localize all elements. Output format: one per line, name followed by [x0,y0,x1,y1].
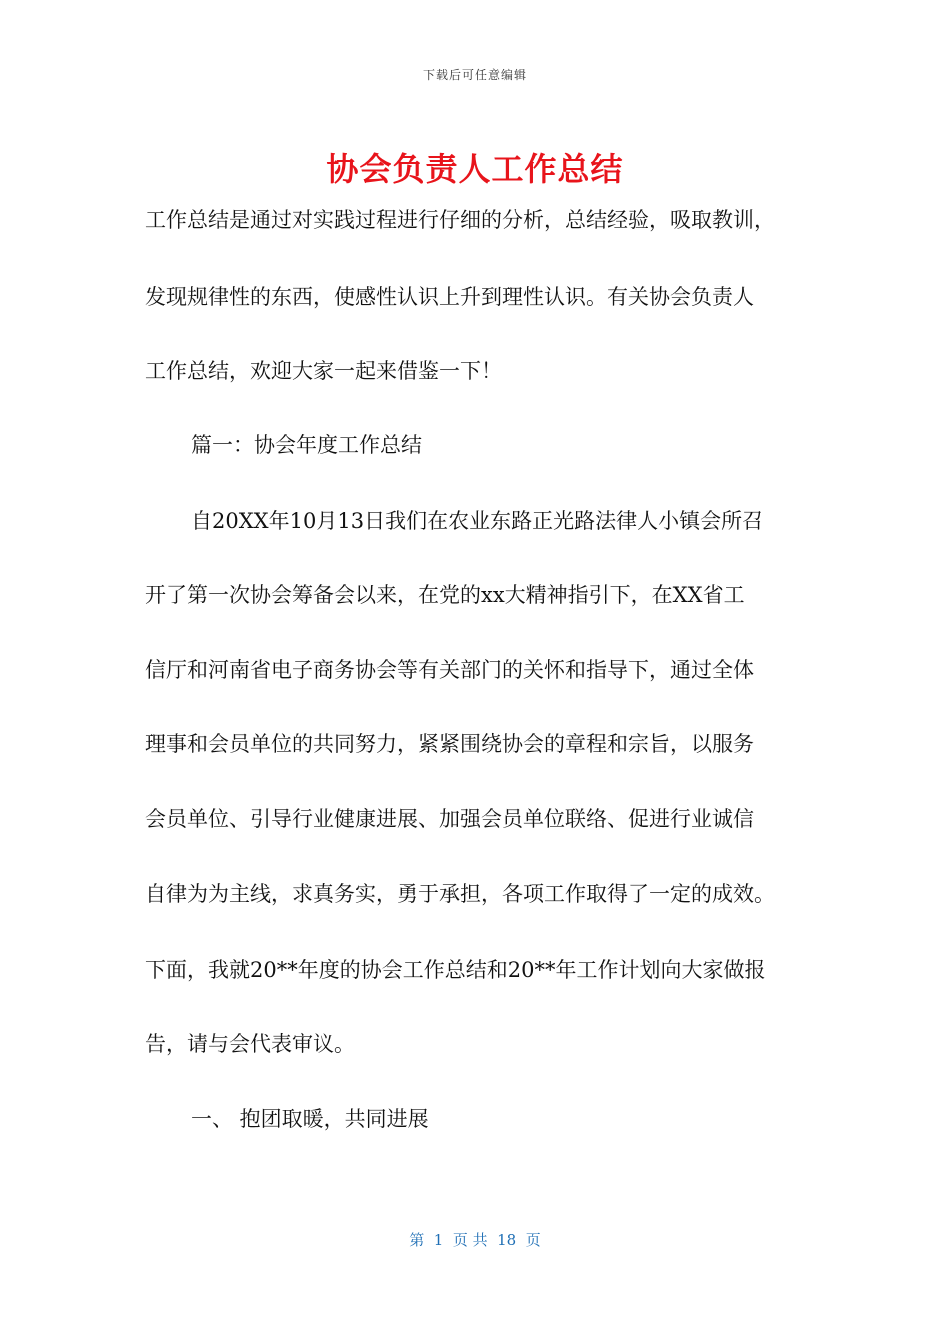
paragraph-line: 告，请与会代表审议。 [145,1032,355,1056]
paragraph-line: 工作总结，欢迎大家一起来借鉴一下！ [145,359,502,383]
paragraph-line: 自20XX年10月13日我们在农业东路正光路法律人小镇会所召 [191,509,764,533]
paragraph-line: 发现规律性的东西，使感性认识上升到理性认识。有关协会负责人 [145,285,754,309]
paragraph-line: 开了第一次协会筹备会以来，在党的xx大精神指引下，在XX省工 [145,583,745,607]
paragraph-line: 自律为为主线，求真务实，勇于承担，各项工作取得了一定的成效。 [145,882,775,906]
paragraph-line: 会员单位、引导行业健康进展、加强会员单位联络、促进行业诚信 [145,807,754,831]
section-heading: 篇一：协会年度工作总结 [191,433,422,457]
paragraph-line: 信厅和河南省电子商务协会等有关部门的关怀和指导下，通过全体 [145,658,754,682]
page-number-footer: 第 1 页 共 18 页 [409,1231,541,1249]
document-title: 协会负责人工作总结 [326,150,624,188]
header-note: 下载后可任意编辑 [422,68,527,82]
paragraph-line: 工作总结是通过对实践过程进行仔细的分析，总结经验，吸取教训， [145,208,775,232]
paragraph-line: 理事和会员单位的共同努力，紧紧围绕协会的章程和宗旨，以服务 [145,732,754,756]
subsection-heading: 一、 抱团取暖，共同进展 [191,1107,429,1131]
paragraph-line: 下面，我就20**年度的协会工作总结和20**年工作计划向大家做报 [145,958,766,982]
